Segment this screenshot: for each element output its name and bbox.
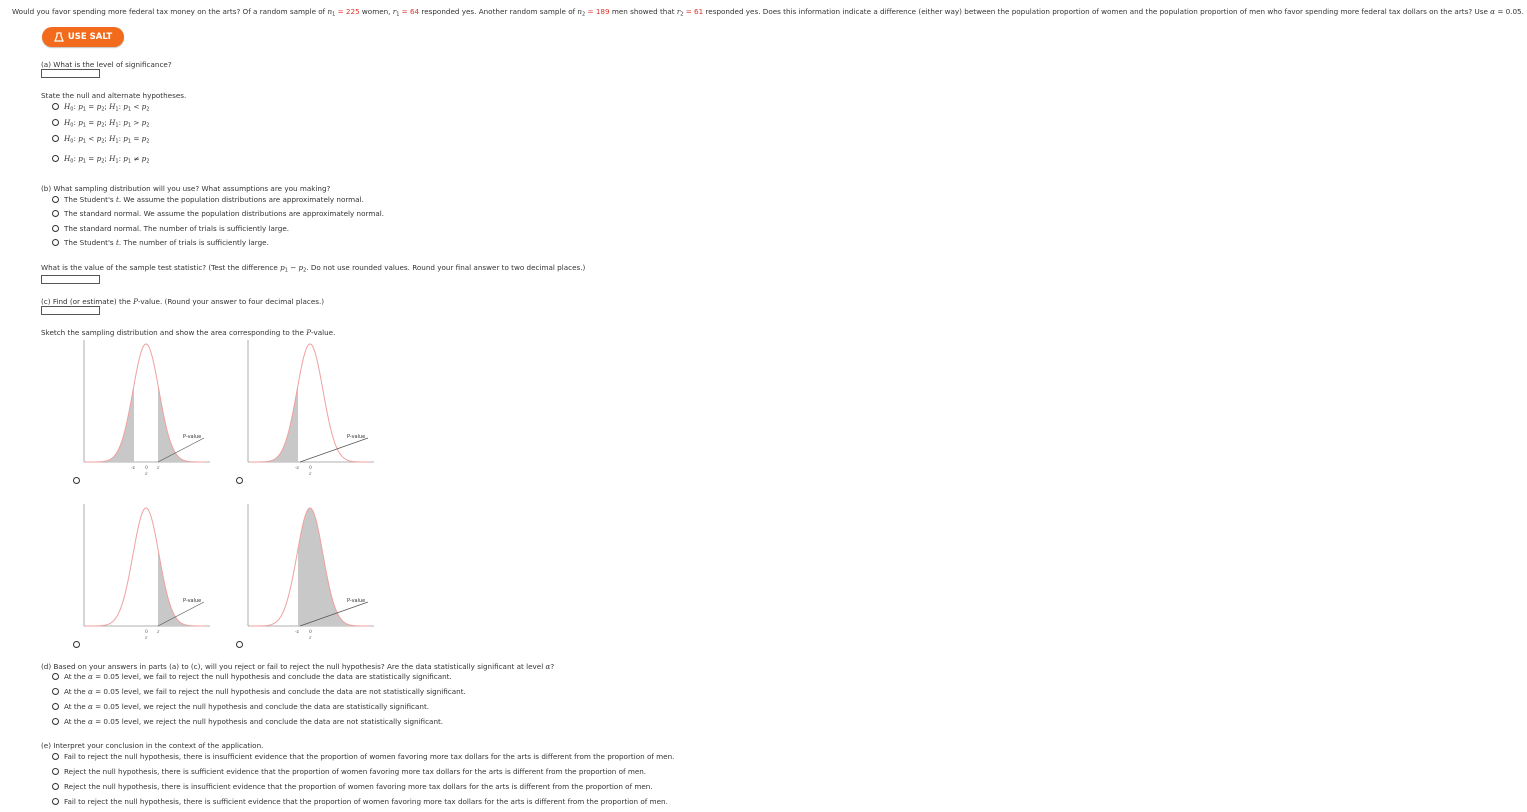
test-statistic-input[interactable] [41,275,100,284]
tick-neg-z: -z [295,630,299,635]
tick-zero: 0 [145,466,148,471]
significance-input[interactable] [41,69,100,78]
sampling-distribution-radio[interactable] [52,239,59,246]
conclusion-option: At the α = 0.05 level, we reject the null hypothesis and conclude the data are not statistically significant. [64,717,444,726]
axis-label: z [309,636,312,641]
sketch-radio[interactable] [236,641,243,648]
sketch-radio[interactable] [73,641,80,648]
hypothesis-radio[interactable] [52,103,59,110]
p-value-sketch [78,338,213,477]
hypothesis-radio[interactable] [52,135,59,142]
normal-curve [86,508,206,626]
hypothesis-option: $H_0$: $p_1 = p_2$; $H_1$: $p_1 < p_2$ [64,102,150,113]
tick-pos-z: z [157,466,160,471]
interpretation-option: Fail to reject the null hypothesis, there is sufficient evidence that the proportion of women favoring more tax dollars for the arts is different from the proportion of men. [64,797,668,806]
question-text: Would you favor spending more federal tax money on the arts? Of a random sample of $n_1 = 225$ women, $r_1 = 64$ responded yes. Another random sample of $n_2 = 189$ men showed that $r_2 = 61$ responded yes. Does this information indicate a difference (either way) between the population proportion of women and the population proportion of men who favor spending more federal tax dollars on the arts? Use α = 0.05. [12,7,1524,18]
right-tail-area [158,549,186,626]
interpretation-option: Reject the null hypothesis, there is sufficient evidence that the proportion of women favoring more tax dollars for the arts is different from the proportion of men. [64,767,647,776]
part-b-prompt: (b) What sampling distribution will you use? What assumptions are you making? [41,184,331,193]
hypothesis-option: $H_0$: $p_1 = p_2$; $H_1$: $p_1 > p_2$ [64,118,150,129]
p-value-input[interactable] [41,306,100,315]
sampling-distribution-radio[interactable] [52,210,59,217]
left-tail-area [270,385,298,462]
part-a-prompt: (a) What is the level of significance? [41,60,172,69]
sampling-distribution-option: The Student's t. We assume the population distributions are approximately normal. [64,195,364,204]
sampling-distribution-radio[interactable] [52,196,59,203]
axis-label: z [145,472,148,477]
sampling-distribution-option: The standard normal. The number of trials is sufficiently large. [64,224,290,233]
axis-label: z [309,472,312,477]
conclusion-option: At the α = 0.05 level, we reject the null hypothesis and conclude the data are statistically significant. [64,702,430,711]
sketch-prompt: Sketch the sampling distribution and show the area corresponding to the P-value. [41,328,336,337]
hypotheses-prompt: State the null and alternate hypotheses. [41,91,187,100]
p-value-label: P-value [183,434,202,440]
conclusion-radio[interactable] [52,688,59,695]
p-value-sketch [78,502,213,641]
salt-flask-icon [54,32,64,42]
right-tail-area [158,385,186,462]
hypothesis-radio[interactable] [52,119,59,126]
tick-neg-z: -z [295,466,299,471]
normal-curve [86,344,206,462]
conclusion-option: At the α = 0.05 level, we fail to reject the null hypothesis and conclude the data are not statistically significant. [64,687,466,696]
interpretation-radio[interactable] [52,798,59,805]
conclusion-radio[interactable] [52,718,59,725]
interpretation-option: Fail to reject the null hypothesis, there is insufficient evidence that the proportion of women favoring more tax dollars for the arts is different from the proportion of men. [64,752,675,761]
hypothesis-radio[interactable] [52,155,59,162]
use-salt-button[interactable] [42,27,124,47]
tick-neg-z: -z [131,466,135,471]
sampling-distribution-option: The standard normal. We assume the population distributions are approximately normal. [64,209,385,218]
p-value-label: P-value [183,598,202,604]
sketch-radio[interactable] [73,477,80,484]
part-e-prompt: (e) Interpret your conclusion in the context of the application. [41,741,264,750]
tick-zero: 0 [309,630,312,635]
interpretation-radio[interactable] [52,783,59,790]
hypothesis-option: $H_0$: $p_1 = p_2$; $H_1$: $p_1 \ne p_2$ [64,154,150,165]
interpretation-radio[interactable] [52,753,59,760]
p-value-sketch [242,502,377,641]
tick-pos-z: z [157,630,160,635]
conclusion-radio[interactable] [52,703,59,710]
part-d-prompt: (d) Based on your answers in parts (a) to (c), will you reject or fail to reject the null hypothesis? Are the data statistically significant at level α? [41,662,555,671]
left-tail-area [106,385,134,462]
use-salt-label: USE SALT [67,32,113,42]
conclusion-radio[interactable] [52,673,59,680]
p-value-sketch [242,338,377,477]
test-statistic-prompt: What is the value of the sample test statistic? (Test the difference $p_1 - p_2$. Do not use rounded values. Round your final answer to two decimal places.) [41,263,586,274]
p-value-label: P-value [347,434,366,440]
sketch-radio[interactable] [236,477,243,484]
tick-zero: 0 [145,630,148,635]
part-c-prompt: (c) Find (or estimate) the P-value. (Round your answer to four decimal places.) [41,297,325,306]
normal-curve [250,344,370,462]
interpretation-option: Reject the null hypothesis, there is insufficient evidence that the proportion of women favoring more tax dollars for the arts is different from the proportion of men. [64,782,653,791]
tick-zero: 0 [309,466,312,471]
right-area [298,508,350,626]
axis-label: z [145,636,148,641]
sampling-distribution-radio[interactable] [52,225,59,232]
interpretation-radio[interactable] [52,768,59,775]
conclusion-option: At the α = 0.05 level, we fail to reject the null hypothesis and conclude the data are statistically significant. [64,672,452,681]
sampling-distribution-option: The Student's t. The number of trials is sufficiently large. [64,238,269,247]
p-value-label: P-value [347,598,366,604]
hypothesis-option: $H_0$: $p_1 < p_2$; $H_1$: $p_1 = p_2$ [64,134,150,145]
